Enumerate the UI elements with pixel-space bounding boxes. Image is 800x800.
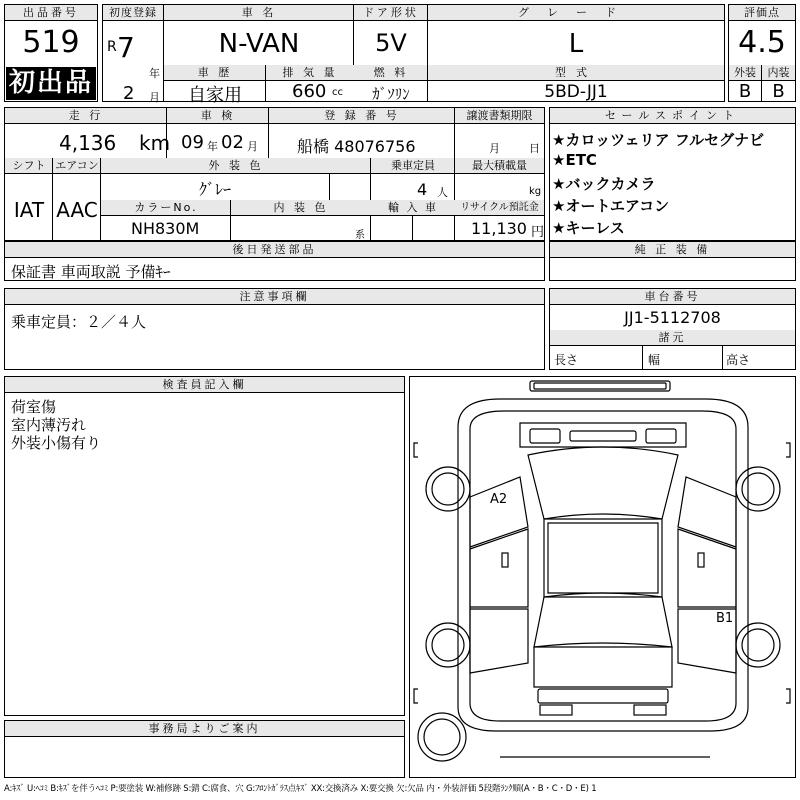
chassis-label: 車台番号 xyxy=(550,289,795,305)
sales-item: ★ETC xyxy=(552,151,597,169)
damage-mark-b: B1 xyxy=(716,611,734,626)
era: R xyxy=(107,39,117,55)
height-label: 高さ xyxy=(726,353,751,367)
inspector-box xyxy=(4,376,405,716)
legend-footer: A:ｷｽﾞ U:ﾍｺﾐ B:ｷｽﾞを伴うﾍｺﾐ P:要塗装 W:補修跡 S:錆 C:腐食、穴 G:ﾌﾛﾝﾄｶﾞﾗｽ点ｷｽﾞ XX:交換済み X:要交換 欠:欠品 内・外装評価 5段階ﾗﾝｸ順(A・B・C・D・E) 1 xyxy=(4,784,597,794)
inspector-line: 荷室傷 xyxy=(11,398,57,416)
car-diagram-box xyxy=(409,376,796,778)
vehicle-name: N-VAN xyxy=(218,29,300,59)
plate-label: 登 録 番 号 xyxy=(269,108,455,124)
ext-score: B xyxy=(738,81,752,102)
width-label: 幅 xyxy=(648,353,661,367)
sales-item: ★バックカメラ xyxy=(552,175,656,193)
ext-color: ｸﾞﾚｰ xyxy=(198,180,231,199)
lot-label: 出品番号 xyxy=(5,5,97,21)
later-parts-label: 後日発送部品 xyxy=(5,242,544,258)
fuel-label: 燃 料 xyxy=(354,65,428,81)
interior-color-unit: 系 xyxy=(355,230,365,241)
lot-number: 519 xyxy=(22,25,80,60)
score-label: 評価点 xyxy=(729,5,795,21)
grade: L xyxy=(568,29,584,59)
color-no-label: カラーNo. xyxy=(101,200,231,216)
plate-number: 船橋 48076756 xyxy=(297,137,416,156)
capacity-unit: 人 xyxy=(437,186,448,199)
office-label: 事務局よりご案内 xyxy=(5,721,404,737)
doc-day: 日 xyxy=(529,142,540,155)
history-label: 車 歴 xyxy=(164,65,266,81)
equipment-label: 純 正 装 備 xyxy=(550,242,795,258)
displacement-label: 排 気 量 xyxy=(266,65,354,81)
fuel: ｶﾞｿﾘﾝ xyxy=(372,85,410,103)
recycle-fee: 11,130 xyxy=(471,219,527,238)
later-parts-box xyxy=(4,241,545,281)
recycle-label: リサイクル預託金 xyxy=(455,200,544,216)
grade-label: グレード xyxy=(428,5,724,21)
score: 4.5 xyxy=(738,25,786,60)
shift-label: シフト xyxy=(5,158,53,174)
reg-month: 2 xyxy=(123,83,135,104)
mileage-unit: km xyxy=(139,131,171,155)
main-header-box xyxy=(163,4,725,106)
sales-item: ★カロッツェリア フルセグナビ xyxy=(552,131,765,149)
model-label: 型式 xyxy=(428,65,724,81)
damage-mark-a: A2 xyxy=(490,492,508,507)
int-label: 内装 xyxy=(762,65,795,81)
notes-label: 注意事項欄 xyxy=(5,289,544,305)
mileage-label: 走 行 xyxy=(5,108,167,124)
reg-year-unit: 年 xyxy=(149,67,160,80)
recycle-unit: 円 xyxy=(531,225,545,240)
equipment-box xyxy=(549,241,796,281)
car-diagram xyxy=(410,377,795,777)
ac-label: エアコン xyxy=(53,158,101,174)
shift: IAT xyxy=(13,198,45,222)
inspector-label: 検査員記入欄 xyxy=(5,377,404,393)
notes-text: 乗車定員：２／４人 xyxy=(11,313,147,331)
later-parts-text: 保証書 車両取説 予備ｷｰ xyxy=(11,263,171,281)
capacity: 4 xyxy=(417,180,428,199)
inspection-month: 02 xyxy=(221,132,244,153)
inspector-line: 室内薄汚れ xyxy=(11,416,87,434)
office-box xyxy=(4,720,405,778)
inspection-month-unit: 月 xyxy=(247,140,258,153)
reg-box xyxy=(102,4,164,102)
model-code: 5BD-JJ1 xyxy=(544,82,608,102)
sales-item: ★キーレス xyxy=(552,219,625,237)
history: 自家用 xyxy=(188,85,242,106)
dims-label: 諸元 xyxy=(550,330,795,346)
capacity-label: 乗車定員 xyxy=(371,158,455,174)
load-unit: kg xyxy=(529,186,542,197)
color-no: NH830M xyxy=(131,219,200,238)
inspection-year: 09 xyxy=(181,132,204,153)
ext-label: 外装 xyxy=(729,65,761,81)
inspector-line: 外装小傷有り xyxy=(11,434,102,452)
name-label: 車 名 xyxy=(164,5,354,21)
chassis-number: JJ1-5112708 xyxy=(624,308,721,327)
int-score: B xyxy=(772,81,785,102)
sales-box xyxy=(549,107,796,241)
sales-label: セールスポイント xyxy=(550,108,795,124)
first-listing-badge: 初出品 xyxy=(6,67,96,100)
reg-label: 初度登録 xyxy=(103,5,163,21)
doc-month: 月 xyxy=(489,142,500,155)
door-type: 5V xyxy=(375,29,407,57)
lot-box xyxy=(4,4,98,102)
score-box xyxy=(728,4,796,102)
ext-color-label: 外 装 色 xyxy=(101,158,371,174)
inspection-year-unit: 年 xyxy=(207,140,218,153)
displacement: 660 xyxy=(292,81,327,102)
details-box xyxy=(4,107,545,241)
mileage: 4,136 xyxy=(59,131,117,155)
doc-label: 譲渡書類期限 xyxy=(455,108,544,124)
ac: AAC xyxy=(56,198,98,222)
import-label: 輸 入 車 xyxy=(371,200,455,216)
reg-month-unit: 月 xyxy=(149,91,160,104)
load-label: 最大積載量 xyxy=(455,158,544,174)
chassis-box xyxy=(549,288,796,370)
sales-item: ★オートエアコン xyxy=(552,197,670,215)
interior-color-label: 内 装 色 xyxy=(231,200,371,216)
door-label: ドア形状 xyxy=(354,5,428,21)
notes-box xyxy=(4,288,545,370)
displacement-unit: cc xyxy=(332,87,343,98)
reg-year: 7 xyxy=(117,31,135,64)
inspection-label: 車 検 xyxy=(167,108,269,124)
length-label: 長さ xyxy=(554,353,579,367)
